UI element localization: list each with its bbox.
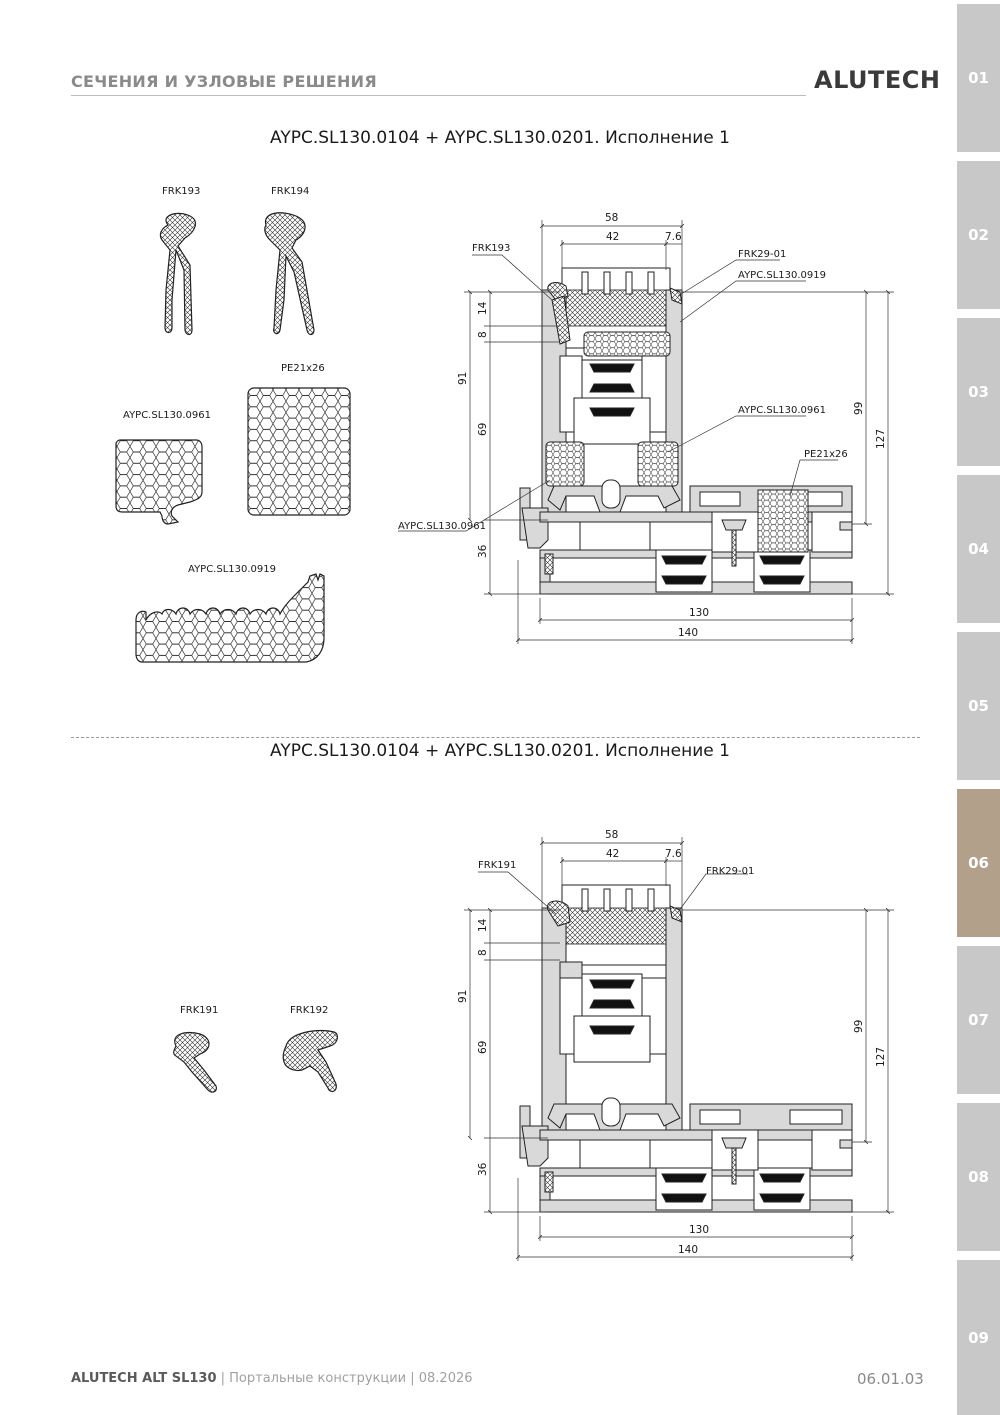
tab-08[interactable]: 08 (957, 1103, 1000, 1251)
svg-text:99: 99 (853, 401, 865, 415)
svg-text:14: 14 (477, 301, 489, 315)
part-label-frk191: FRK191 (180, 1005, 219, 1016)
part-label-aypc-0919: AYPC.SL130.0919 (188, 564, 276, 575)
svg-text:127: 127 (875, 428, 887, 449)
svg-text:FRK191: FRK191 (478, 860, 517, 871)
svg-text:36: 36 (477, 1162, 489, 1176)
part-label-aypc-0961: AYPC.SL130.0961 (123, 410, 211, 421)
section-2-title: AYPC.SL130.0104 + AYPC.SL130.0201. Исполнение 1 (270, 741, 730, 761)
part-pe21x26 (248, 363, 350, 515)
tab-04[interactable]: 04 (957, 475, 1000, 623)
svg-text:FRK29-01: FRK29-01 (738, 249, 787, 260)
tab-09[interactable]: 09 (957, 1260, 1000, 1415)
part-frk191 (174, 1005, 219, 1092)
svg-text:FRK193: FRK193 (472, 243, 511, 254)
svg-text:140: 140 (678, 1244, 699, 1256)
page-section-heading: СЕЧЕНИЯ И УЗЛОВЫЕ РЕШЕНИЯ (71, 72, 377, 91)
svg-text:14: 14 (477, 918, 489, 932)
section-1-assembly (520, 268, 852, 594)
svg-text:AYPC.SL130.0919: AYPC.SL130.0919 (738, 270, 826, 281)
svg-text:58: 58 (605, 829, 619, 841)
tab-05[interactable]: 05 (957, 632, 1000, 780)
chapter-tabs (957, 0, 1000, 1415)
tab-06[interactable]: 06 (957, 789, 1000, 937)
section-1-title: AYPC.SL130.0104 + AYPC.SL130.0201. Исполнение 1 (270, 128, 730, 148)
svg-text:42: 42 (606, 848, 620, 860)
part-frk192 (283, 1005, 337, 1091)
svg-text:7.6: 7.6 (665, 231, 682, 243)
tab-02[interactable]: 02 (957, 161, 1000, 309)
part-frk193 (160, 186, 200, 335)
svg-text:7.6: 7.6 (665, 848, 682, 860)
footer-details: | Портальные конструкции | 08.2026 (216, 1371, 473, 1386)
page-number: 06.01.03 (857, 1370, 924, 1388)
svg-text:42: 42 (606, 231, 620, 243)
footer-product: ALUTECH ALT SL130 (71, 1371, 217, 1386)
part-aypc-0919 (136, 564, 324, 662)
svg-text:AYPC.SL130.0961: AYPC.SL130.0961 (738, 405, 826, 416)
svg-text:AYPC.SL130.0961: AYPC.SL130.0961 (398, 521, 486, 532)
part-label-frk193: FRK193 (162, 186, 201, 197)
part-label-frk192: FRK192 (290, 1005, 329, 1016)
svg-text:140: 140 (678, 627, 699, 639)
svg-text:91: 91 (457, 989, 469, 1003)
svg-text:FRK29-01: FRK29-01 (706, 866, 755, 877)
tab-03[interactable]: 03 (957, 318, 1000, 466)
part-aypc-0961 (116, 410, 211, 524)
svg-text:58: 58 (605, 212, 619, 224)
svg-text:69: 69 (477, 1040, 489, 1054)
part-label-frk194: FRK194 (271, 186, 310, 197)
footer-product-line (71, 1371, 473, 1386)
tab-01[interactable]: 01 (957, 4, 1000, 152)
svg-text:130: 130 (689, 1224, 710, 1236)
svg-text:91: 91 (457, 371, 469, 385)
part-label-pe21x26: PE21x26 (281, 363, 325, 374)
part-frk194 (265, 186, 314, 335)
svg-text:127: 127 (875, 1046, 887, 1067)
svg-text:36: 36 (477, 544, 489, 558)
svg-text:99: 99 (853, 1019, 865, 1033)
tab-07[interactable]: 07 (957, 946, 1000, 1094)
svg-text:130: 130 (689, 607, 710, 619)
svg-text:8: 8 (477, 331, 489, 338)
svg-text:PE21x26: PE21x26 (804, 449, 848, 460)
svg-text:8: 8 (477, 949, 489, 956)
brand-logo: ALUTECH (814, 66, 941, 94)
section-2-assembly (520, 885, 852, 1212)
svg-text:69: 69 (477, 422, 489, 436)
